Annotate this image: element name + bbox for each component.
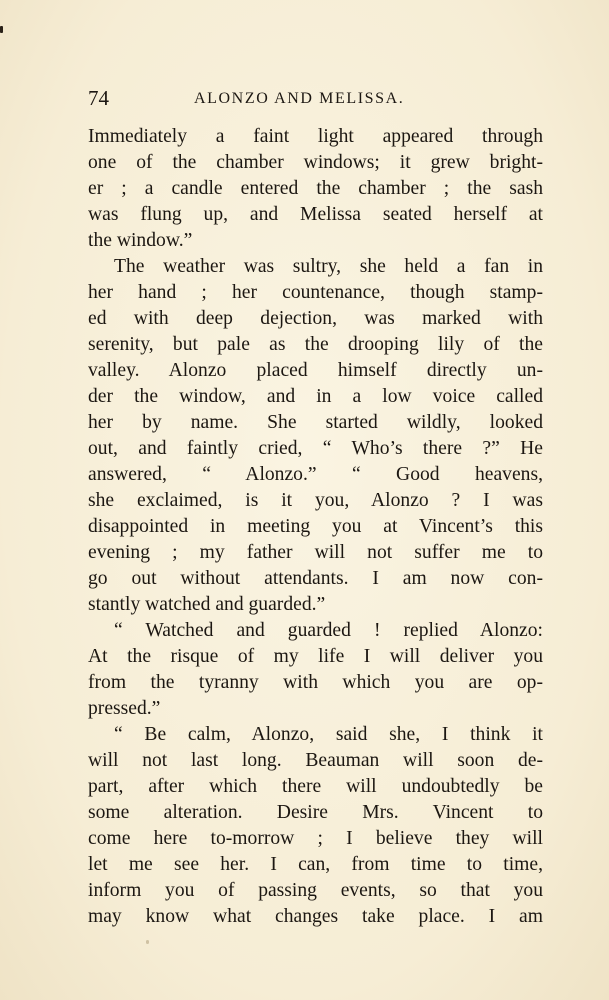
text-line: she exclaimed, is it you, Alonzo ? I was bbox=[88, 490, 543, 511]
text-line: inform you of passing events, so that you bbox=[88, 880, 543, 901]
body-text bbox=[88, 124, 543, 930]
text-line: part, after which there will undoubtedly be bbox=[88, 776, 543, 797]
page-number: 74 bbox=[88, 86, 109, 110]
text-line: pressed.” bbox=[88, 698, 161, 719]
text-line: stantly watched and guarded.” bbox=[88, 594, 326, 615]
text-line: come here to-morrow ; I believe they will bbox=[88, 828, 543, 849]
text-line: At the risque of my life I will deliver you bbox=[88, 646, 543, 667]
text-line: one of the chamber windows; it grew bright- bbox=[88, 152, 543, 173]
text-line: let me see her. I can, from time to time, bbox=[88, 854, 543, 875]
text-line: was flung up, and Melissa seated herself at bbox=[88, 204, 543, 225]
text-line: “ Watched and guarded ! replied Alonzo: bbox=[114, 620, 543, 641]
text-line: will not last long. Beauman will soon de- bbox=[88, 750, 543, 771]
text-line: serenity, but pale as the drooping lily of the bbox=[88, 334, 543, 355]
text-line: some alteration. Desire Mrs. Vincent to bbox=[88, 802, 543, 823]
text-line: out, and faintly cried, “ Who’s there ?” He bbox=[88, 438, 543, 459]
margin-ink-mark bbox=[0, 26, 3, 33]
text-line: der the window, and in a low voice called bbox=[88, 386, 543, 407]
text-line: her by name. She started wildly, looked bbox=[88, 412, 543, 433]
text-line: The weather was sultry, she held a fan in bbox=[114, 256, 543, 277]
text-line: ed with deep dejection, was marked with bbox=[88, 308, 543, 329]
text-line: from the tyranny with which you are op- bbox=[88, 672, 543, 693]
running-title: ALONZO AND MELISSA. bbox=[194, 90, 405, 107]
text-line: evening ; my father will not suffer me to bbox=[88, 542, 543, 563]
text-line: her hand ; her countenance, though stamp- bbox=[88, 282, 543, 303]
text-line: may know what changes take place. I am bbox=[88, 906, 543, 927]
text-line: valley. Alonzo placed himself directly un- bbox=[88, 360, 543, 381]
text-line: answered, “ Alonzo.” “ Good heavens, bbox=[88, 464, 543, 485]
running-head bbox=[88, 86, 543, 110]
text-line: Immediately a faint light appeared through bbox=[88, 126, 543, 147]
text-line: er ; a candle entered the chamber ; the sash bbox=[88, 178, 543, 199]
text-line: disappointed in meeting you at Vincent’s this bbox=[88, 516, 543, 537]
text-line: “ Be calm, Alonzo, said she, I think it bbox=[114, 724, 543, 745]
text-line: the window.” bbox=[88, 230, 193, 251]
paper-speck bbox=[146, 940, 149, 944]
text-line: go out without attendants. I am now con- bbox=[88, 568, 543, 589]
